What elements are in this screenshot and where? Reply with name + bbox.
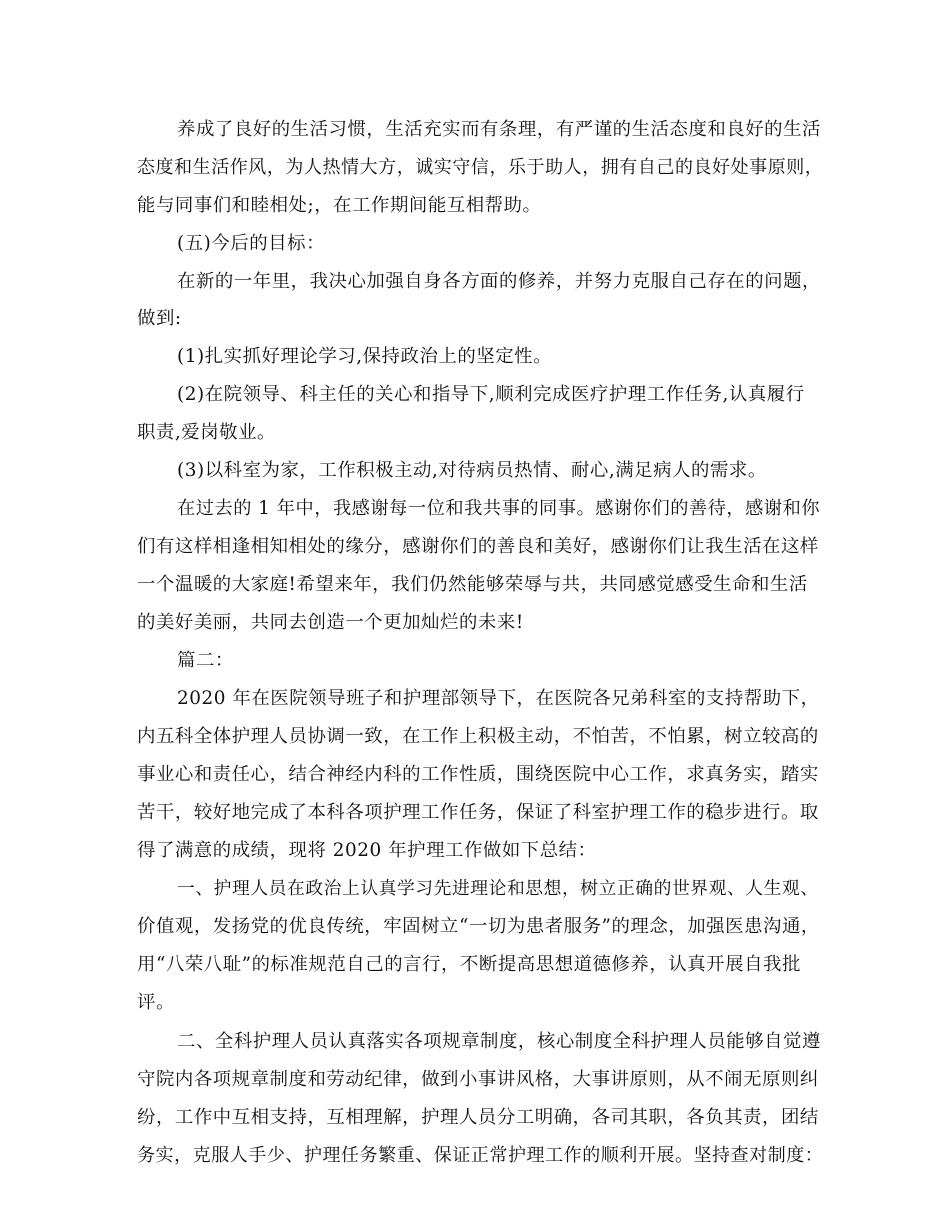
text-line: 职责,爱岗敬业。 bbox=[137, 422, 276, 443]
list-item: (1)扎实抓好理论学习,保持政治上的坚定性。 bbox=[177, 346, 553, 367]
text-line: 务实，克服人手少、护理任务繁重、保证正常护理工作的顺利开展。坚持查对制度： bbox=[137, 1145, 824, 1166]
text-line: 守院内各项规章制度和劳动纪律，做到小事讲风格，大事讲原则，从不闹无原则纠 bbox=[137, 1069, 819, 1090]
section-heading: (五)今后的目标： bbox=[177, 233, 326, 254]
text-line: 养成了良好的生活习惯，生活充实而有条理，有严谨的生活态度和良好的生活 bbox=[177, 119, 821, 140]
text-line: 纷，工作中互相支持，互相理解，护理人员分工明确，各司其职，各负其责，团结 bbox=[137, 1107, 819, 1128]
text-line: 苦干，较好地完成了本科各项护理工作任务，保证了科室护理工作的稳步进行。取 bbox=[137, 802, 819, 823]
text-line: 做到: bbox=[137, 308, 182, 329]
text-line: 在过去的 1 年中，我感谢每一位和我共事的同事。感谢你们的善待，感谢和你 bbox=[177, 498, 821, 519]
text-line: 得了满意的成绩，现将 2020 年护理工作做如下总结： bbox=[137, 840, 597, 861]
text-line: 评。 bbox=[137, 992, 175, 1013]
text-line: 2020 年在医院领导班子和护理部领导下，在医院各兄弟科室的支持帮助下， bbox=[177, 688, 820, 709]
text-line: 事业心和责任心，结合神经内科的工作性质，围绕医院中心工作，求真务实，踏实 bbox=[137, 764, 819, 785]
text-line: 内五科全体护理人员协调一致，在工作上积极主动，不怕苦，不怕累，树立较高的 bbox=[137, 726, 819, 747]
text-line: 价值观，发扬党的优良传统，牢固树立“一切为患者服务”的理念，加强医患沟通， bbox=[137, 916, 820, 937]
text-line: 在新的一年里，我决心加强自身各方面的修养，并努力克服自己存在的问题， bbox=[177, 271, 821, 292]
text-line: 态度和生活作风，为人热情大方，诚实守信，乐于助人，拥有自己的良好处事原则， bbox=[137, 157, 824, 178]
section-heading: 篇二： bbox=[177, 650, 234, 671]
list-item: (2)在院领导、科主任的关心和指导下,顺利完成医疗护理工作任务,认真履行 bbox=[177, 384, 805, 405]
list-item: (3)以科室为家，工作积极主动,对待病员热情、耐心,满足病人的需求。 bbox=[177, 460, 767, 481]
text-line: 二、全科护理人员认真落实各项规章制度，核心制度全科护理人员能够自觉遵 bbox=[177, 1031, 821, 1052]
text-line: 能与同事们和睦相处;，在工作期间能互相帮助。 bbox=[137, 195, 542, 216]
text-line: 一个温暖的大家庭!希望来年，我们仍然能够荣辱与共，共同感觉感受生命和生活 bbox=[137, 574, 808, 595]
text-line: 的美好美丽，共同去创造一个更加灿烂的未来! bbox=[137, 612, 524, 633]
text-line: 用“八荣八耻”的标准规范自己的言行，不断提高思想道德修养，认真开展自我批 bbox=[137, 954, 801, 975]
text-line: 一、护理人员在政治上认真学习先进理论和思想，树立正确的世界观、人生观、 bbox=[177, 878, 819, 899]
text-line: 们有这样相逢相知相处的缘分，感谢你们的善良和美好，感谢你们让我生活在这样 bbox=[137, 536, 819, 557]
